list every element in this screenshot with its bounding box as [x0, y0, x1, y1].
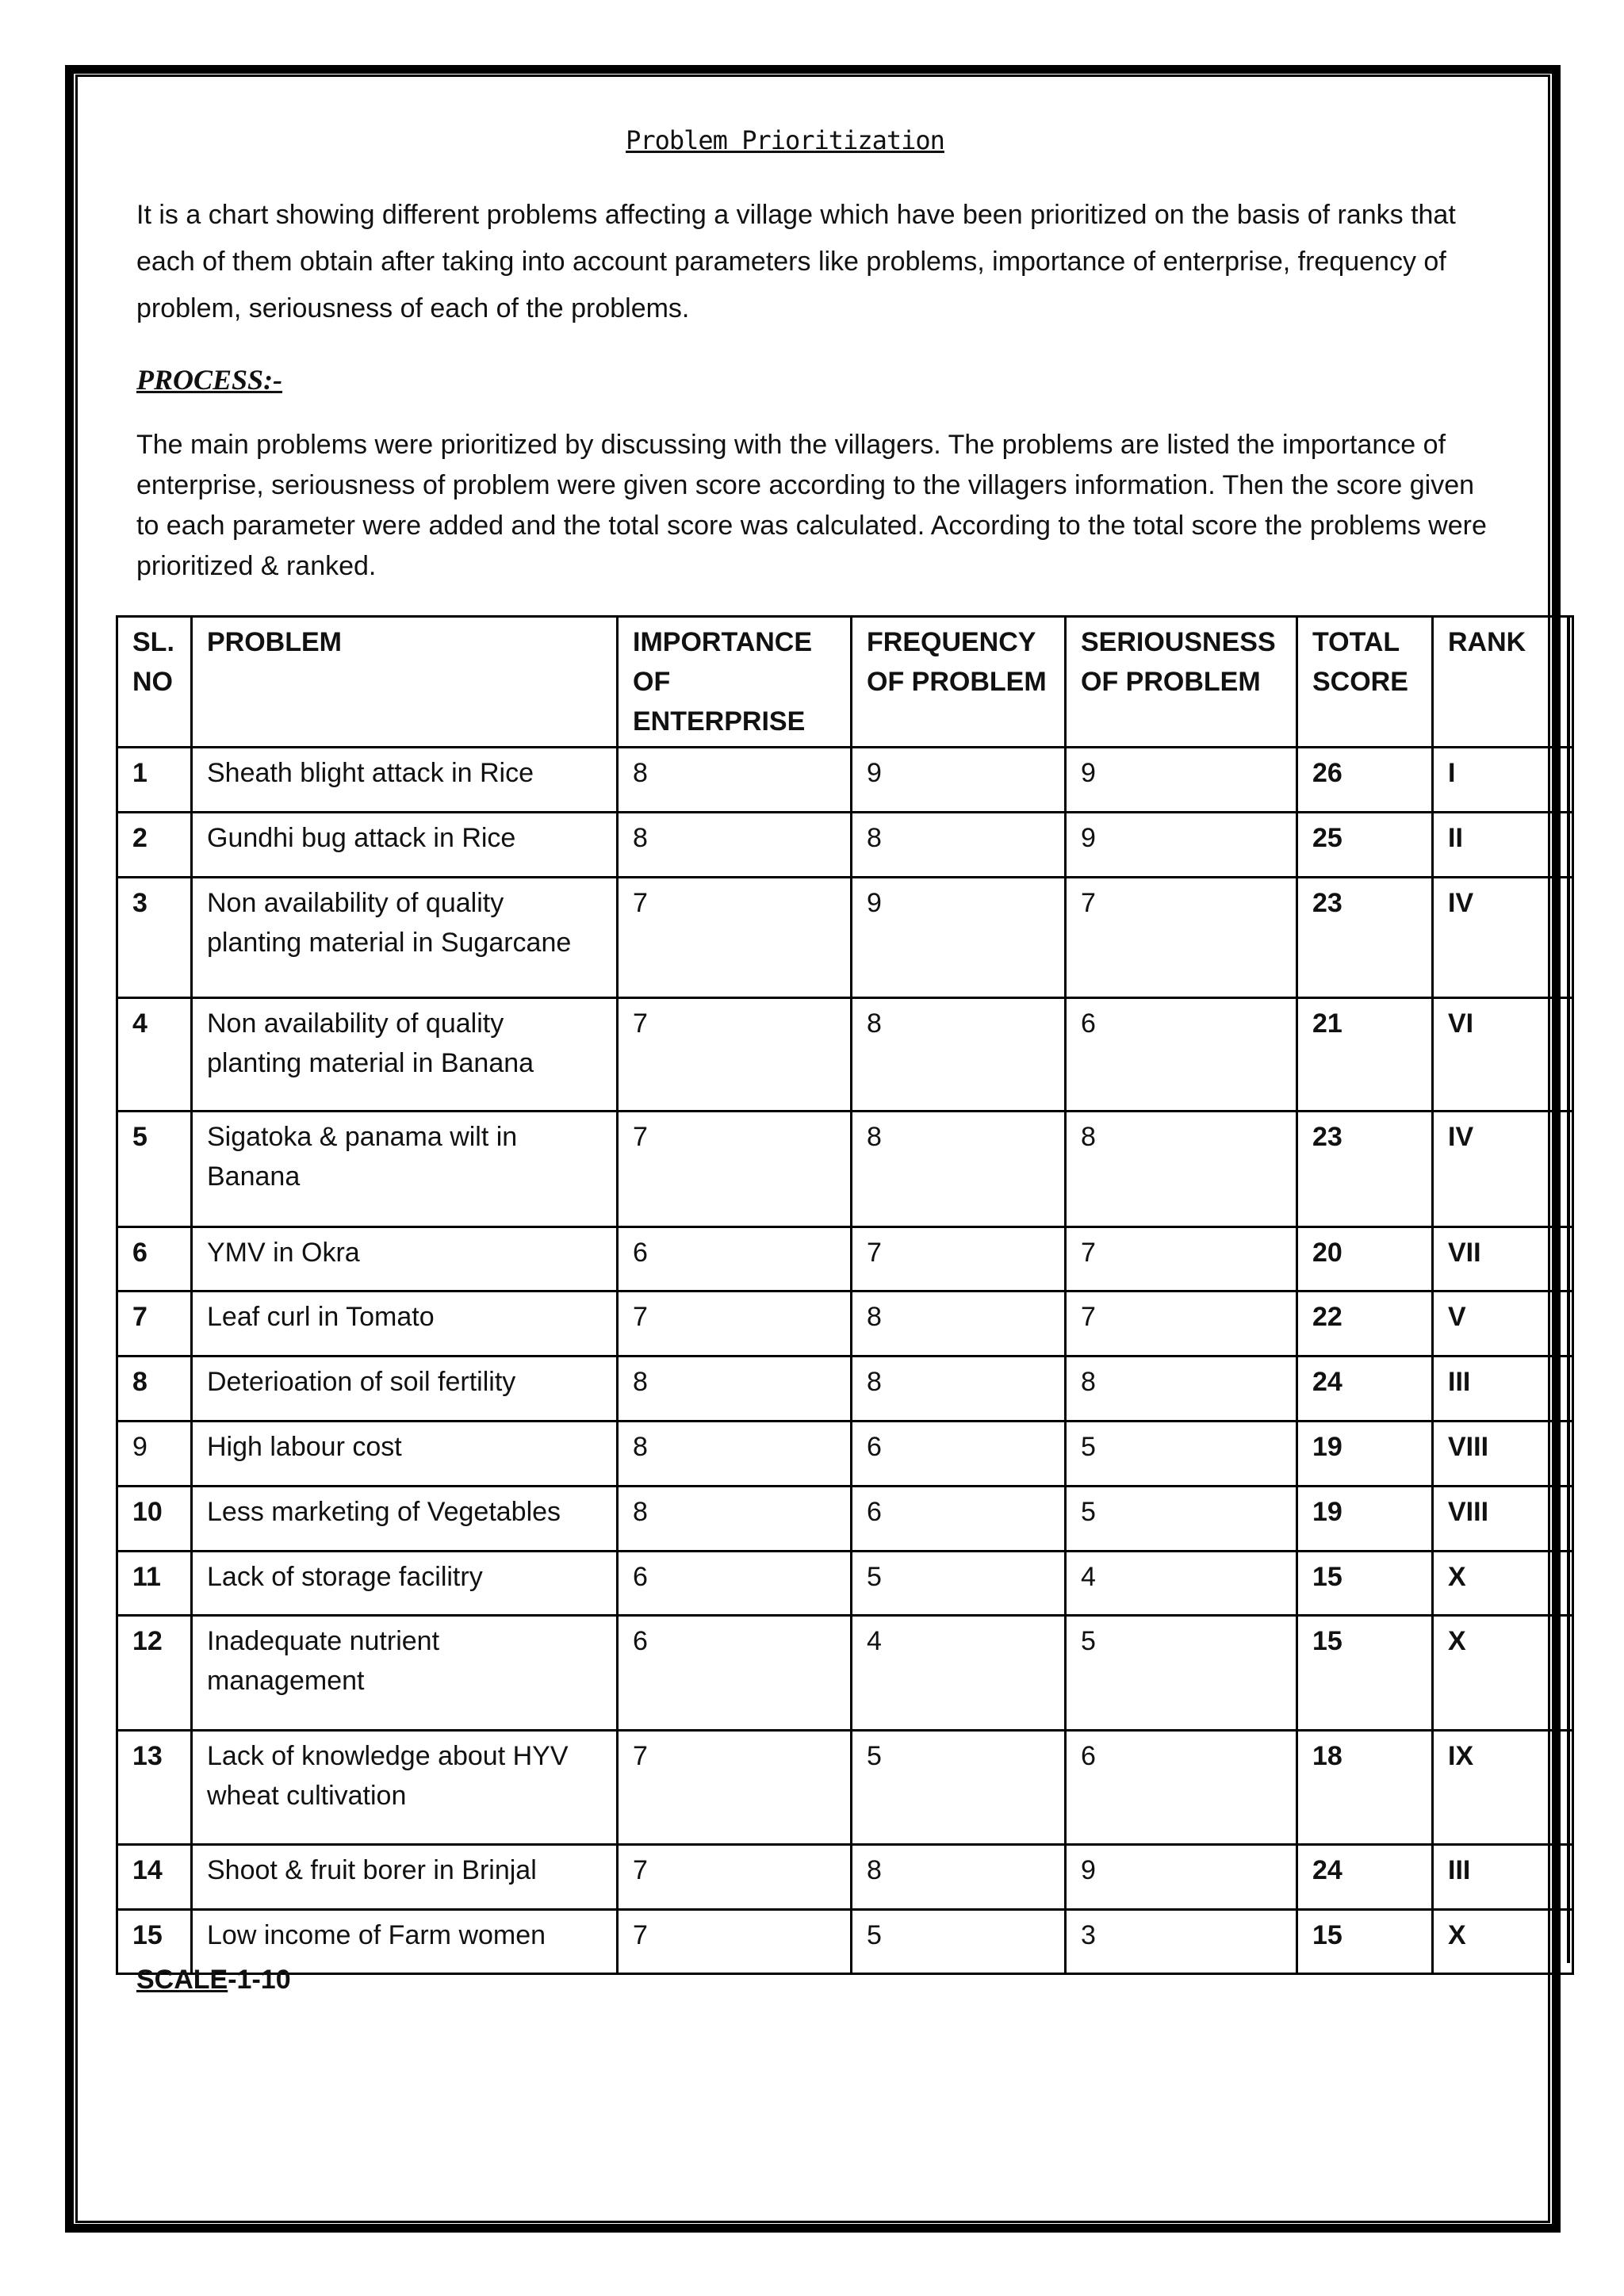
scale-label: SCALE: [136, 1965, 228, 1995]
cell-frequency: 4: [852, 1616, 1066, 1731]
cell-frequency: 9: [852, 748, 1066, 813]
table-row: [117, 1292, 1573, 1357]
table-row: [117, 748, 1573, 813]
cell-importance: 7: [618, 878, 852, 998]
cell-problem: Sheath blight attack in Rice: [192, 748, 618, 813]
table-row: [117, 1845, 1573, 1910]
cell-frequency: 5: [852, 1731, 1066, 1845]
cell-rank: V: [1433, 1292, 1573, 1357]
cell-frequency: 5: [852, 1552, 1066, 1616]
cell-problem: Inadequate nutrient management: [192, 1616, 618, 1731]
cell-total-score: 19: [1297, 1422, 1433, 1487]
cell-rank: IV: [1433, 878, 1573, 998]
cell-rank: III: [1433, 1845, 1573, 1910]
table-row: [117, 1616, 1573, 1731]
cell-seriousness: 5: [1066, 1616, 1297, 1731]
cell-sl-no: 9: [117, 1422, 192, 1487]
cell-frequency: 6: [852, 1422, 1066, 1487]
cell-sl-no: 15: [117, 1910, 192, 1974]
cell-rank: I: [1433, 748, 1573, 813]
table-row: [117, 998, 1573, 1112]
cell-importance: 8: [618, 1357, 852, 1422]
cell-importance: 6: [618, 1227, 852, 1292]
scale-note: [136, 1965, 291, 1996]
table-row: [117, 813, 1573, 878]
cell-seriousness: 5: [1066, 1422, 1297, 1487]
cell-importance: 8: [618, 748, 852, 813]
process-paragraph: The main problems were prioritized by discussing with the villagers. The problems are listed the importance of enterprise, seriousness of problem were given score according to the villagers information. Then the score given to each parameter were added and the total score was calculated. According to the total score the problems were prioritized & ranked.: [136, 430, 1487, 581]
cell-importance: 7: [618, 1292, 852, 1357]
cell-total-score: 20: [1297, 1227, 1433, 1292]
cell-problem: Non availability of quality planting material in Sugarcane: [192, 878, 618, 998]
table-row: [117, 1487, 1573, 1552]
cell-importance: 8: [618, 813, 852, 878]
cell-total-score: 18: [1297, 1731, 1433, 1845]
cell-total-score: 23: [1297, 878, 1433, 998]
cell-sl-no: 12: [117, 1616, 192, 1731]
header-problem: PROBLEM: [192, 617, 618, 748]
cell-frequency: 8: [852, 813, 1066, 878]
problem-table: [116, 615, 1574, 1975]
cell-seriousness: 7: [1066, 1227, 1297, 1292]
header-total-score: TOTAL SCORE: [1297, 617, 1433, 748]
cell-total-score: 19: [1297, 1487, 1433, 1552]
cell-seriousness: 3: [1066, 1910, 1297, 1974]
cell-frequency: 8: [852, 1112, 1066, 1227]
intro-paragraph: It is a chart showing different problems affecting a village which have been prioritized on the basis of ranks that each of them obtain after taking into account parameters like problems, importance of enterprise, frequency of problem, seriousness of each of the problems.: [136, 200, 1456, 323]
cell-problem: Deterioation of soil fertility: [192, 1357, 618, 1422]
table-row: [117, 1357, 1573, 1422]
cell-seriousness: 6: [1066, 998, 1297, 1112]
cell-frequency: 8: [852, 1357, 1066, 1422]
cell-seriousness: 8: [1066, 1357, 1297, 1422]
cell-rank: X: [1433, 1616, 1573, 1731]
process-heading: PROCESS:-: [136, 364, 283, 396]
cell-problem: Lack of storage facilitry: [192, 1552, 618, 1616]
header-seriousness: SERIOUSNESS OF PROBLEM: [1066, 617, 1297, 748]
cell-importance: 7: [618, 1731, 852, 1845]
cell-importance: 7: [618, 1845, 852, 1910]
cell-rank: VI: [1433, 998, 1573, 1112]
cell-sl-no: 1: [117, 748, 192, 813]
cell-frequency: 6: [852, 1487, 1066, 1552]
cell-problem: Non availability of quality planting material in Banana: [192, 998, 618, 1112]
cell-seriousness: 9: [1066, 748, 1297, 813]
table-right-edge-line: [1567, 615, 1570, 1963]
header-frequency: FREQUENCY OF PROBLEM: [852, 617, 1066, 748]
cell-problem: Lack of knowledge about HYV wheat cultivation: [192, 1731, 618, 1845]
cell-importance: 6: [618, 1552, 852, 1616]
cell-sl-no: 6: [117, 1227, 192, 1292]
cell-seriousness: 7: [1066, 1292, 1297, 1357]
cell-importance: 6: [618, 1616, 852, 1731]
cell-problem: Sigatoka & panama wilt in Banana: [192, 1112, 618, 1227]
page-title: Problem Prioritization: [626, 125, 944, 155]
cell-sl-no: 10: [117, 1487, 192, 1552]
cell-total-score: 21: [1297, 998, 1433, 1112]
cell-sl-no: 7: [117, 1292, 192, 1357]
cell-rank: IX: [1433, 1731, 1573, 1845]
cell-problem: Gundhi bug attack in Rice: [192, 813, 618, 878]
cell-rank: VIII: [1433, 1487, 1573, 1552]
cell-rank: IV: [1433, 1112, 1573, 1227]
cell-sl-no: 8: [117, 1357, 192, 1422]
cell-sl-no: 14: [117, 1845, 192, 1910]
cell-rank: X: [1433, 1910, 1573, 1974]
cell-importance: 8: [618, 1422, 852, 1487]
cell-frequency: 9: [852, 878, 1066, 998]
cell-seriousness: 8: [1066, 1112, 1297, 1227]
cell-importance: 7: [618, 1112, 852, 1227]
table-row: [117, 1910, 1573, 1974]
cell-total-score: 24: [1297, 1357, 1433, 1422]
cell-problem: Low income of Farm women: [192, 1910, 618, 1974]
table-row: [117, 878, 1573, 998]
cell-total-score: 22: [1297, 1292, 1433, 1357]
table-row: [117, 1422, 1573, 1487]
cell-frequency: 8: [852, 998, 1066, 1112]
cell-rank: VIII: [1433, 1422, 1573, 1487]
header-rank: RANK: [1433, 617, 1573, 748]
cell-seriousness: 7: [1066, 878, 1297, 998]
cell-frequency: 5: [852, 1910, 1066, 1974]
cell-seriousness: 9: [1066, 1845, 1297, 1910]
cell-problem: Less marketing of Vegetables: [192, 1487, 618, 1552]
cell-rank: II: [1433, 813, 1573, 878]
cell-total-score: 15: [1297, 1552, 1433, 1616]
cell-importance: 7: [618, 1910, 852, 1974]
cell-problem: YMV in Okra: [192, 1227, 618, 1292]
cell-seriousness: 4: [1066, 1552, 1297, 1616]
cell-total-score: 24: [1297, 1845, 1433, 1910]
table-row: [117, 1731, 1573, 1845]
cell-sl-no: 2: [117, 813, 192, 878]
cell-seriousness: 5: [1066, 1487, 1297, 1552]
cell-frequency: 7: [852, 1227, 1066, 1292]
cell-importance: 7: [618, 998, 852, 1112]
table-row: [117, 1112, 1573, 1227]
scale-value: -1-10: [228, 1965, 291, 1995]
table-header-row: [117, 617, 1573, 748]
cell-total-score: 23: [1297, 1112, 1433, 1227]
cell-sl-no: 5: [117, 1112, 192, 1227]
cell-frequency: 8: [852, 1292, 1066, 1357]
cell-total-score: 25: [1297, 813, 1433, 878]
cell-sl-no: 4: [117, 998, 192, 1112]
cell-sl-no: 13: [117, 1731, 192, 1845]
cell-total-score: 26: [1297, 748, 1433, 813]
cell-rank: III: [1433, 1357, 1573, 1422]
cell-rank: X: [1433, 1552, 1573, 1616]
cell-sl-no: 11: [117, 1552, 192, 1616]
cell-rank: VII: [1433, 1227, 1573, 1292]
cell-problem: High labour cost: [192, 1422, 618, 1487]
table-row: [117, 1552, 1573, 1616]
table-row: [117, 1227, 1573, 1292]
cell-importance: 8: [618, 1487, 852, 1552]
cell-problem: Leaf curl in Tomato: [192, 1292, 618, 1357]
cell-sl-no: 3: [117, 878, 192, 998]
header-sl-no: SL. NO: [117, 617, 192, 748]
cell-total-score: 15: [1297, 1616, 1433, 1731]
cell-seriousness: 9: [1066, 813, 1297, 878]
cell-total-score: 15: [1297, 1910, 1433, 1974]
header-importance: IMPORTANCE OF ENTERPRISE: [618, 617, 852, 748]
cell-frequency: 8: [852, 1845, 1066, 1910]
cell-problem: Shoot & fruit borer in Brinjal: [192, 1845, 618, 1910]
cell-seriousness: 6: [1066, 1731, 1297, 1845]
